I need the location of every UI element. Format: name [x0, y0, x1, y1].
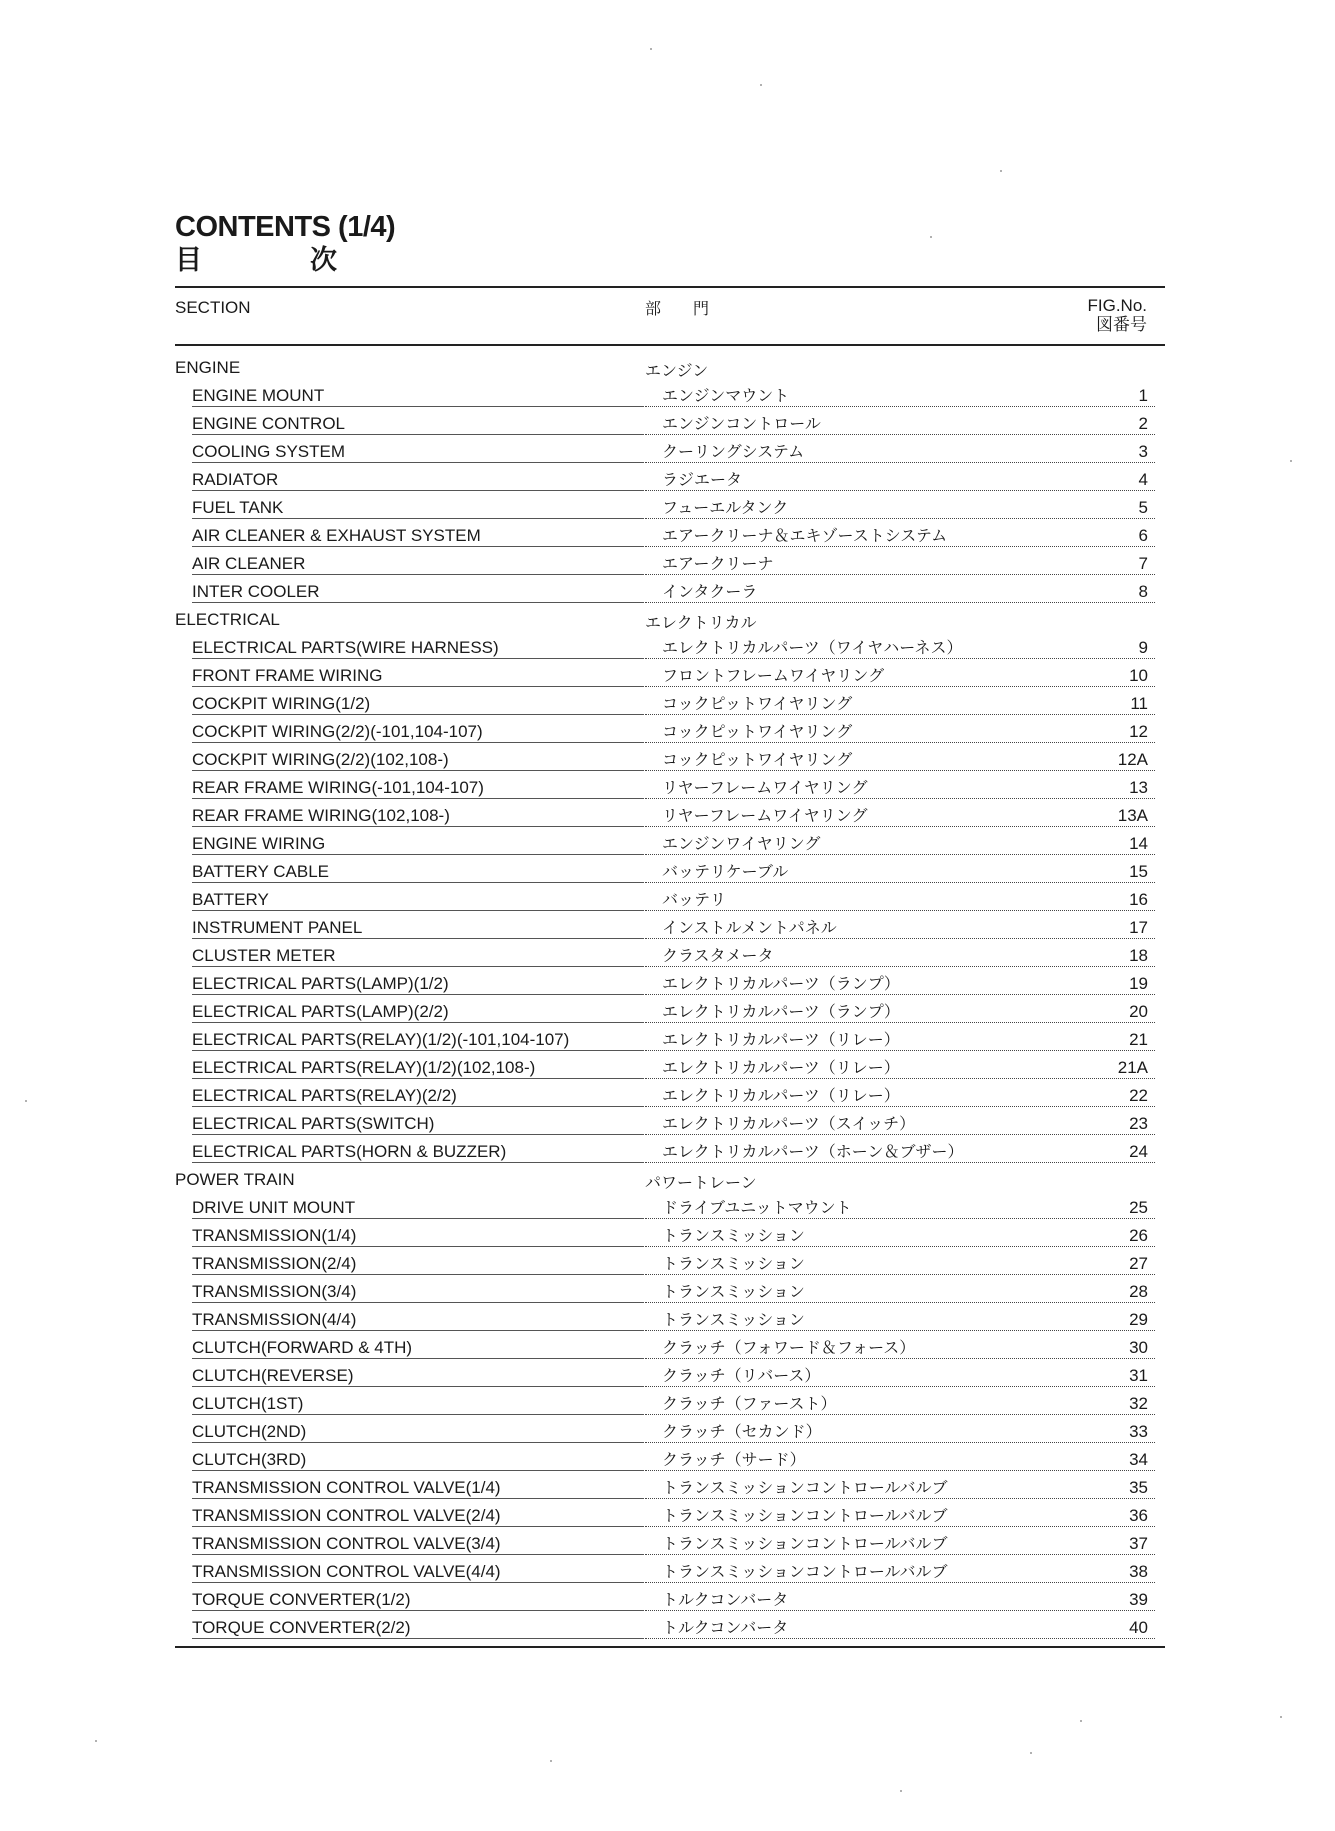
item-name: CLUTCH(REVERSE)	[192, 1365, 644, 1387]
item-name: INSTRUMENT PANEL	[192, 917, 644, 939]
item-name: TRANSMISSION(2/4)	[192, 1253, 644, 1275]
contents-page	[175, 210, 1165, 1648]
item-name-jp: クラッチ（セカンド）	[645, 1421, 1155, 1443]
list-item	[175, 1444, 1165, 1472]
item-name: TRANSMISSION CONTROL VALVE(1/4)	[192, 1477, 644, 1499]
item-fig-no: 22	[1129, 1086, 1148, 1105]
list-item	[175, 1108, 1165, 1136]
item-name: ELECTRICAL PARTS(WIRE HARNESS)	[192, 637, 644, 659]
item-name: ELECTRICAL PARTS(RELAY)(2/2)	[192, 1085, 644, 1107]
item-name-jp: トランスミッションコントロールバルブ	[645, 1505, 1155, 1527]
item-name: CLUTCH(3RD)	[192, 1449, 644, 1471]
item-name-jp: エンジンマウント	[645, 385, 1155, 407]
item-name-jp: エンジンコントロール	[645, 413, 1155, 435]
item-fig-no: 27	[1129, 1254, 1148, 1273]
list-item	[175, 1500, 1165, 1528]
list-item	[175, 1584, 1165, 1612]
item-fig-no: 15	[1129, 862, 1148, 881]
list-item	[175, 1192, 1165, 1220]
section-title: ELECTRICAL	[175, 610, 280, 629]
item-name: AIR CLEANER & EXHAUST SYSTEM	[192, 525, 644, 547]
scan-speck	[25, 1100, 27, 1102]
list-item	[175, 1304, 1165, 1332]
item-fig-no: 33	[1129, 1422, 1148, 1441]
item-fig-no: 30	[1129, 1338, 1148, 1357]
item-name: FRONT FRAME WIRING	[192, 665, 644, 687]
item-fig-no: 16	[1129, 890, 1148, 909]
item-name: ELECTRICAL PARTS(RELAY)(1/2)(-101,104-107)	[192, 1029, 644, 1051]
scan-speck	[1080, 1720, 1082, 1722]
list-item	[175, 716, 1165, 744]
section-title: ENGINE	[175, 358, 241, 377]
item-fig-no: 8	[1138, 582, 1148, 601]
item-name: ELECTRICAL PARTS(LAMP)(2/2)	[192, 1001, 644, 1023]
item-fig-no: 32	[1129, 1394, 1148, 1413]
item-name-jp: トランスミッションコントロールバルブ	[645, 1561, 1155, 1583]
section-title-jp: パワートレーン	[645, 1173, 757, 1192]
scan-speck	[650, 48, 652, 50]
item-fig-no: 23	[1129, 1114, 1148, 1133]
scan-speck	[900, 1790, 902, 1792]
section-row	[175, 1164, 1165, 1192]
item-name-jp: フロントフレームワイヤリング	[645, 665, 1155, 687]
list-item	[175, 1248, 1165, 1276]
item-fig-no: 39	[1129, 1590, 1148, 1609]
item-name: AIR CLEANER	[192, 553, 644, 575]
item-name: BATTERY	[192, 889, 644, 911]
list-item	[175, 1220, 1165, 1248]
item-name: ELECTRICAL PARTS(SWITCH)	[192, 1113, 644, 1135]
list-item	[175, 1416, 1165, 1444]
item-name: ENGINE WIRING	[192, 833, 644, 855]
section-row	[175, 604, 1165, 632]
item-name: TRANSMISSION CONTROL VALVE(4/4)	[192, 1561, 644, 1583]
item-fig-no: 20	[1129, 1002, 1148, 1021]
item-name: RADIATOR	[192, 469, 644, 491]
item-fig-no: 7	[1138, 554, 1148, 573]
item-name: REAR FRAME WIRING(-101,104-107)	[192, 777, 644, 799]
section-title-jp: エレクトリカル	[645, 613, 757, 632]
item-fig-no: 12	[1129, 722, 1148, 741]
item-name: COCKPIT WIRING(1/2)	[192, 693, 644, 715]
item-fig-no: 3	[1138, 442, 1148, 461]
section-title: POWER TRAIN	[175, 1170, 295, 1189]
list-item	[175, 492, 1165, 520]
item-name: ENGINE CONTROL	[192, 413, 644, 435]
item-name: TRANSMISSION(1/4)	[192, 1225, 644, 1247]
page-title-jp	[175, 244, 1165, 282]
header-fig-no	[1087, 296, 1147, 334]
list-item	[175, 408, 1165, 436]
item-fig-no: 9	[1138, 638, 1148, 657]
item-name: CLUTCH(FORWARD & 4TH)	[192, 1337, 644, 1359]
list-item	[175, 380, 1165, 408]
item-fig-no: 38	[1129, 1562, 1148, 1581]
page-title-jp-left: 目	[175, 245, 202, 276]
item-name-jp: コックピットワイヤリング	[645, 749, 1155, 771]
scan-speck	[760, 84, 762, 86]
header-section-jp: 部 門	[645, 299, 710, 318]
item-name-jp: エレクトリカルパーツ（リレー）	[645, 1085, 1155, 1107]
item-name-jp: クラッチ（ファースト）	[645, 1393, 1155, 1415]
item-fig-no: 36	[1129, 1506, 1148, 1525]
item-name-jp: フューエルタンク	[645, 497, 1155, 519]
item-name: CLUTCH(2ND)	[192, 1421, 644, 1443]
item-name-jp: トランスミッションコントロールバルブ	[645, 1533, 1155, 1555]
item-fig-no: 29	[1129, 1310, 1148, 1329]
item-name: COOLING SYSTEM	[192, 441, 644, 463]
list-item	[175, 1052, 1165, 1080]
list-item	[175, 800, 1165, 828]
item-fig-no: 26	[1129, 1226, 1148, 1245]
item-name: ENGINE MOUNT	[192, 385, 644, 407]
list-item	[175, 632, 1165, 660]
item-name-jp: トランスミッション	[645, 1281, 1155, 1303]
item-name-jp: エアークリーナ	[645, 553, 1155, 575]
item-name-jp: エンジンワイヤリング	[645, 833, 1155, 855]
item-name: CLUSTER METER	[192, 945, 644, 967]
item-name: ELECTRICAL PARTS(HORN & BUZZER)	[192, 1141, 644, 1163]
item-name: COCKPIT WIRING(2/2)(-101,104-107)	[192, 721, 644, 743]
item-name-jp: クラスタメータ	[645, 945, 1155, 967]
header-section: SECTION	[175, 298, 251, 317]
item-name-jp: トルクコンバータ	[645, 1589, 1155, 1611]
header-fig-en: FIG.No.	[1087, 296, 1147, 315]
section-title-jp: エンジン	[645, 361, 709, 380]
item-name-jp: トランスミッション	[645, 1225, 1155, 1247]
item-name-jp: リヤーフレームワイヤリング	[645, 805, 1155, 827]
list-item	[175, 1136, 1165, 1164]
scan-speck	[1280, 1716, 1282, 1718]
item-name: ELECTRICAL PARTS(RELAY)(1/2)(102,108-)	[192, 1057, 644, 1079]
item-name-jp: エレクトリカルパーツ（ホーン＆ブザー）	[645, 1141, 1155, 1163]
item-name-jp: クラッチ（リバース）	[645, 1365, 1155, 1387]
item-name: TRANSMISSION CONTROL VALVE(3/4)	[192, 1533, 644, 1555]
list-item	[175, 856, 1165, 884]
list-item	[175, 660, 1165, 688]
item-name-jp: クラッチ（サード）	[645, 1449, 1155, 1471]
header-fig-jp: 図番号	[1096, 315, 1147, 334]
item-fig-no: 35	[1129, 1478, 1148, 1497]
list-item	[175, 1612, 1165, 1640]
item-fig-no: 10	[1129, 666, 1148, 685]
item-fig-no: 13A	[1117, 806, 1148, 825]
item-name-jp: トランスミッション	[645, 1253, 1155, 1275]
item-name: DRIVE UNIT MOUNT	[192, 1197, 644, 1219]
item-name-jp: ドライブユニットマウント	[645, 1197, 1155, 1219]
page-title: CONTENTS (1/4)	[175, 211, 396, 243]
item-name-jp: リヤーフレームワイヤリング	[645, 777, 1155, 799]
item-fig-no: 37	[1129, 1534, 1148, 1553]
list-item	[175, 1388, 1165, 1416]
item-name-jp: クーリングシステム	[645, 441, 1155, 463]
list-item	[175, 1276, 1165, 1304]
item-name-jp: クラッチ（フォワード＆フォース）	[645, 1337, 1155, 1359]
scan-speck	[95, 1740, 97, 1742]
item-name-jp: インタクーラ	[645, 581, 1155, 603]
item-name: TORQUE CONVERTER(1/2)	[192, 1589, 644, 1611]
item-name-jp: ラジエータ	[645, 469, 1155, 491]
bottom-rule	[175, 1646, 1165, 1648]
table-header	[175, 286, 1165, 346]
list-item	[175, 912, 1165, 940]
list-item	[175, 968, 1165, 996]
item-fig-no: 12A	[1117, 750, 1148, 769]
scan-speck	[1000, 170, 1002, 172]
item-fig-no: 18	[1129, 946, 1148, 965]
item-fig-no: 17	[1129, 918, 1148, 937]
item-fig-no: 19	[1129, 974, 1148, 993]
item-name-jp: エレクトリカルパーツ（リレー）	[645, 1057, 1155, 1079]
item-name: BATTERY CABLE	[192, 861, 644, 883]
list-item	[175, 1556, 1165, 1584]
item-name: TORQUE CONVERTER(2/2)	[192, 1617, 644, 1639]
item-name-jp: バッテリ	[645, 889, 1155, 911]
item-name-jp: エアークリーナ＆エキゾーストシステム	[645, 525, 1155, 547]
item-name-jp: コックピットワイヤリング	[645, 693, 1155, 715]
item-name: ELECTRICAL PARTS(LAMP)(1/2)	[192, 973, 644, 995]
list-item	[175, 1360, 1165, 1388]
item-fig-no: 24	[1129, 1142, 1148, 1161]
contents-list	[175, 352, 1165, 1640]
item-fig-no: 21A	[1117, 1058, 1148, 1077]
item-fig-no: 11	[1130, 694, 1148, 713]
item-fig-no: 1	[1138, 386, 1148, 405]
section-row	[175, 352, 1165, 380]
item-name-jp: エレクトリカルパーツ（ランプ）	[645, 1001, 1155, 1023]
list-item	[175, 744, 1165, 772]
list-item	[175, 576, 1165, 604]
item-fig-no: 5	[1138, 498, 1148, 517]
item-name-jp: エレクトリカルパーツ（スイッチ）	[645, 1113, 1155, 1135]
item-name-jp: トルクコンバータ	[645, 1617, 1155, 1639]
item-name-jp: エレクトリカルパーツ（ワイヤハーネス）	[645, 637, 1155, 659]
item-name: COCKPIT WIRING(2/2)(102,108-)	[192, 749, 644, 771]
item-name-jp: インストルメントパネル	[645, 917, 1155, 939]
item-name: TRANSMISSION(4/4)	[192, 1309, 644, 1331]
list-item	[175, 464, 1165, 492]
item-name-jp: エレクトリカルパーツ（ランプ）	[645, 973, 1155, 995]
item-name-jp: エレクトリカルパーツ（リレー）	[645, 1029, 1155, 1051]
item-fig-no: 4	[1138, 470, 1148, 489]
list-item	[175, 996, 1165, 1024]
item-name: FUEL TANK	[192, 497, 644, 519]
item-name: INTER COOLER	[192, 581, 644, 603]
list-item	[175, 520, 1165, 548]
scan-speck	[550, 1760, 552, 1762]
item-fig-no: 25	[1129, 1198, 1148, 1217]
list-item	[175, 772, 1165, 800]
list-item	[175, 828, 1165, 856]
list-item	[175, 1528, 1165, 1556]
item-fig-no: 31	[1129, 1366, 1148, 1385]
item-name-jp: トランスミッションコントロールバルブ	[645, 1477, 1155, 1499]
item-fig-no: 14	[1129, 834, 1148, 853]
list-item	[175, 884, 1165, 912]
list-item	[175, 548, 1165, 576]
list-item	[175, 1080, 1165, 1108]
item-fig-no: 13	[1129, 778, 1148, 797]
item-fig-no: 34	[1129, 1450, 1148, 1469]
item-name: TRANSMISSION(3/4)	[192, 1281, 644, 1303]
scan-speck	[1290, 460, 1292, 462]
item-name: TRANSMISSION CONTROL VALVE(2/4)	[192, 1505, 644, 1527]
list-item	[175, 436, 1165, 464]
item-fig-no: 40	[1129, 1618, 1148, 1637]
list-item	[175, 1024, 1165, 1052]
list-item	[175, 1332, 1165, 1360]
page-title-jp-right: 次	[310, 245, 337, 276]
item-fig-no: 2	[1138, 414, 1148, 433]
item-name: CLUTCH(1ST)	[192, 1393, 644, 1415]
list-item	[175, 688, 1165, 716]
scan-speck	[1030, 1752, 1032, 1754]
item-fig-no: 6	[1138, 526, 1148, 545]
item-name-jp: トランスミッション	[645, 1309, 1155, 1331]
list-item	[175, 940, 1165, 968]
item-name-jp: バッテリケーブル	[645, 861, 1155, 883]
item-fig-no: 28	[1129, 1282, 1148, 1301]
item-name-jp: コックピットワイヤリング	[645, 721, 1155, 743]
item-name: REAR FRAME WIRING(102,108-)	[192, 805, 644, 827]
scan-speck	[930, 236, 932, 238]
item-fig-no: 21	[1129, 1030, 1148, 1049]
list-item	[175, 1472, 1165, 1500]
